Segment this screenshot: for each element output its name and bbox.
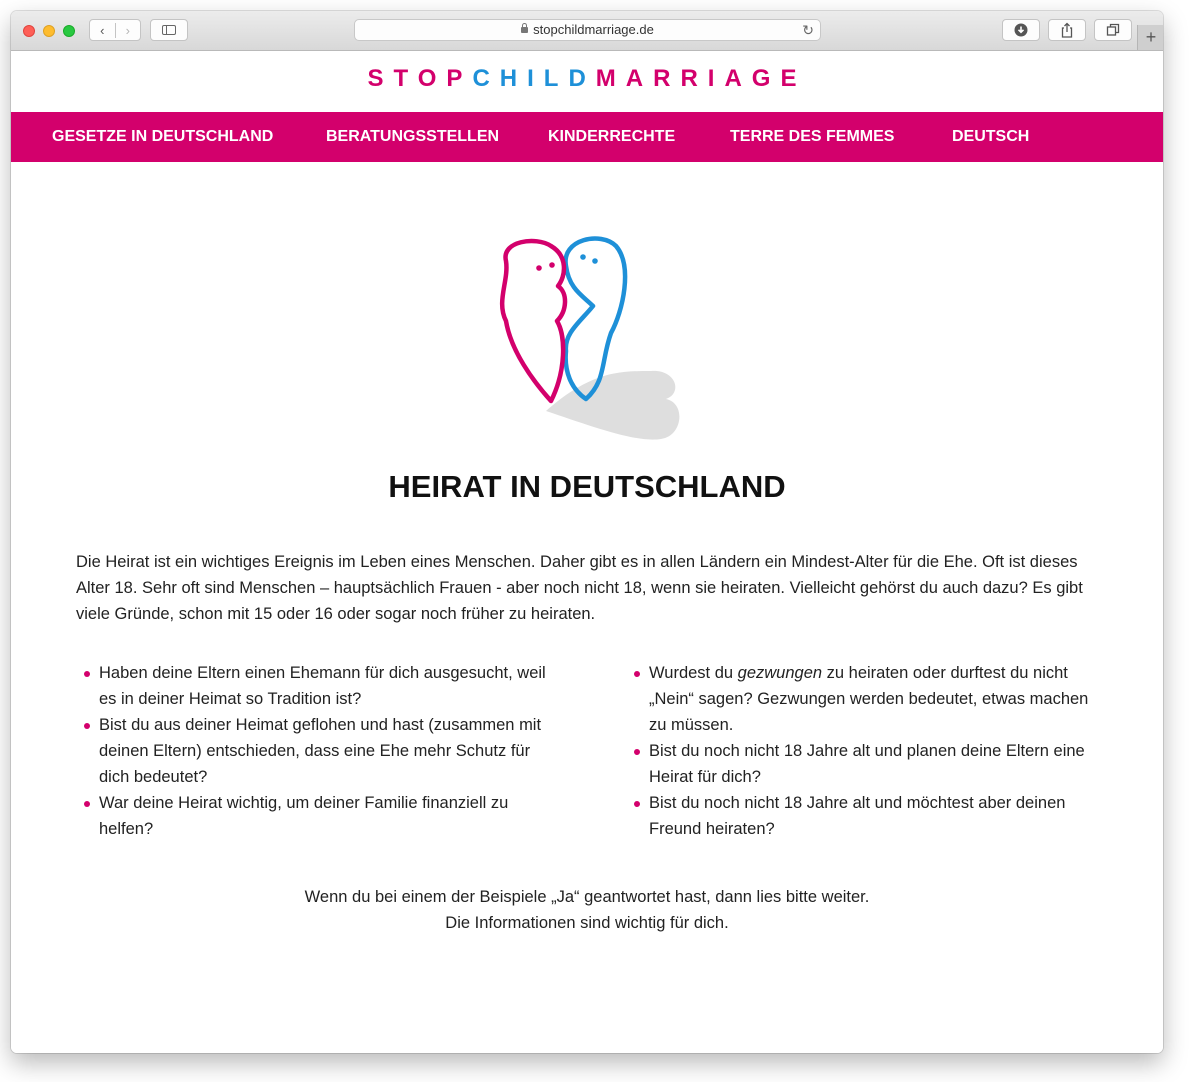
minimize-window-button[interactable]	[43, 25, 55, 37]
question-list-right	[626, 660, 1106, 842]
zoom-window-button[interactable]	[63, 25, 75, 37]
pink-eye-right	[549, 262, 555, 268]
emphasis-text: gezwungen	[737, 664, 823, 682]
nav-item-gesetze[interactable]: GESETZE IN DEUTSCHLAND	[52, 128, 274, 145]
web-page	[11, 51, 1163, 1053]
list-item: Bist du aus deiner Heimat geflohen und hast (zusammen mit deinen Eltern) entschieden, dass eine Ehe mehr Schutz für dich bedeutet?	[76, 712, 556, 790]
question-list-left	[76, 660, 556, 842]
close-window-button[interactable]	[23, 25, 35, 37]
reload-button[interactable]: ↻	[802, 22, 814, 38]
closing-line-2: Die Informationen sind wichtig für dich.	[445, 914, 729, 932]
heart-shadow	[546, 371, 679, 440]
main-navigation	[11, 112, 1163, 162]
list-item	[626, 660, 1106, 738]
logo-part-stop: STOP	[367, 65, 473, 92]
sidebar-toggle-button[interactable]	[150, 19, 188, 41]
list-item: Haben deine Eltern einen Ehemann für dich ausgesucht, weil es in deiner Heimat so Tradition ist?	[76, 660, 556, 712]
url-text: stopchildmarriage.de	[533, 22, 654, 37]
tabs-overview-icon	[1106, 23, 1120, 37]
nav-item-terre-des-femmes[interactable]: TERRE DES FEMMES	[730, 128, 895, 145]
list-item-text: Wurdest du	[649, 664, 738, 682]
nav-item-beratungsstellen[interactable]: BERATUNGSSTELLEN	[326, 128, 500, 145]
sidebar-icon	[162, 25, 176, 35]
intro-paragraph: Die Heirat ist ein wichtiges Ereignis im Leben eines Menschen. Daher gibt es in allen Ländern ein Mindest-Alter für die Ehe. Oft ist dieses Alter 18. Sehr oft sind Menschen – hauptsächlich Frauen - aber noch nicht 18, wenn sie heiraten. Vielleicht gehörst du auch dazu? Es gibt viele Gründe, schon mit 15 oder 16 oder sogar noch früher zu heiraten.	[76, 553, 1083, 623]
couple-illustration	[471, 221, 701, 451]
blue-eye-left	[580, 254, 586, 260]
closing-line-1: Wenn du bei einem der Beispiele „Ja“ geantwortet hast, dann lies bitte weiter.	[304, 888, 870, 906]
list-item-text: zu heiraten oder durftest du nicht „Nein“ sagen? Gezwungen werden bedeutet, etwas machen zu müssen.	[649, 664, 1089, 734]
closing-paragraph	[11, 884, 1163, 936]
download-icon	[1014, 23, 1028, 37]
list-item: Bist du noch nicht 18 Jahre alt und planen deine Eltern eine Heirat für dich?	[626, 738, 1106, 790]
nav-item-language[interactable]: DEUTSCH	[952, 128, 1030, 145]
share-button[interactable]	[1048, 19, 1086, 41]
page-title: HEIRAT IN DEUTSCHLAND	[388, 469, 786, 504]
new-tab-button[interactable]: +	[1137, 25, 1163, 50]
pink-figure	[502, 241, 565, 401]
address-bar[interactable]	[354, 19, 821, 41]
browser-toolbar	[11, 11, 1163, 51]
list-item: War deine Heirat wichtig, um deiner Familie finanziell zu helfen?	[76, 790, 556, 842]
logo-part-marriage: MARRIAGE	[595, 65, 807, 92]
nav-item-kinderrechte[interactable]: KINDERRECHTE	[548, 128, 676, 145]
back-button[interactable]: ‹	[100, 22, 105, 38]
blue-eye-right	[592, 258, 598, 264]
forward-button[interactable]: ›	[115, 23, 141, 38]
browser-window	[11, 11, 1163, 1053]
logo-part-child: CHILD	[472, 65, 596, 92]
list-item: Bist du noch nicht 18 Jahre alt und möchtest aber deinen Freund heiraten?	[626, 790, 1106, 842]
show-tabs-button[interactable]	[1094, 19, 1132, 41]
lock-icon	[521, 27, 528, 33]
site-logo[interactable]	[11, 65, 1163, 93]
downloads-button[interactable]	[1002, 19, 1040, 41]
pink-eye-left	[536, 265, 542, 271]
history-nav-group	[89, 19, 141, 41]
share-icon	[1060, 22, 1074, 38]
